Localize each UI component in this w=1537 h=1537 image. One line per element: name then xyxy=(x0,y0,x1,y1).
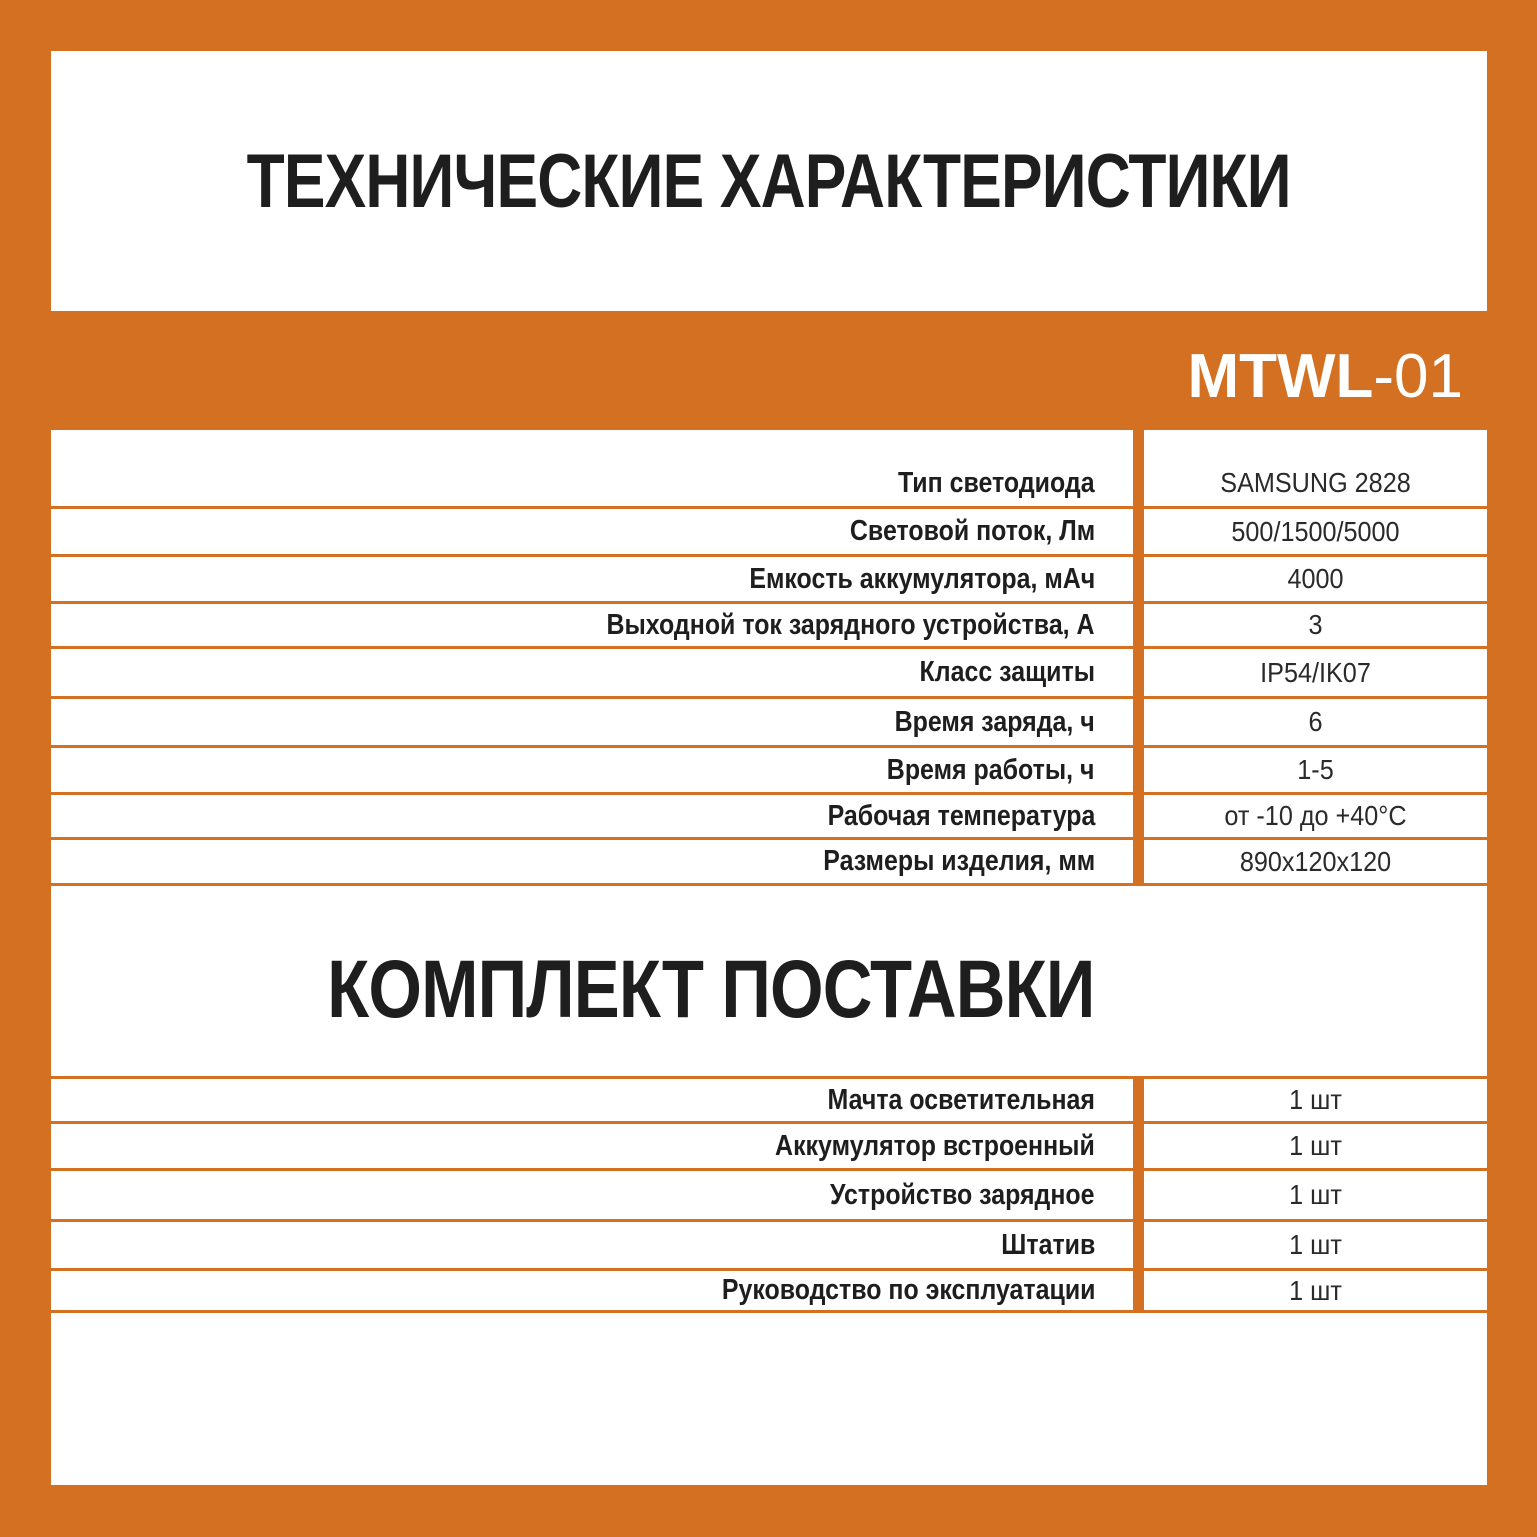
model-name-bold: MTWL xyxy=(1187,342,1374,411)
spec-value: 3 xyxy=(1308,609,1323,640)
spec-label: Время заряда, ч xyxy=(894,705,1095,738)
content-panel xyxy=(51,430,1487,1485)
spec-row xyxy=(51,649,1487,696)
spec-row xyxy=(51,748,1487,792)
package-item-quantity: 1 шт xyxy=(1289,1229,1342,1260)
package-item-label: Штатив xyxy=(1000,1228,1095,1261)
row-divider xyxy=(51,883,1487,886)
package-row xyxy=(51,1079,1487,1121)
spec-value: IP54/IK07 xyxy=(1260,656,1371,688)
package-item-label: Руководство по эксплуатации xyxy=(721,1274,1095,1306)
package-item-quantity: 1 шт xyxy=(1289,1179,1342,1210)
spec-row xyxy=(51,557,1487,601)
package-item-quantity: 1 шт xyxy=(1289,1130,1342,1161)
package-section-title: КОМПЛЕКТ ПОСТАВКИ xyxy=(327,944,1095,1035)
spec-row xyxy=(51,509,1487,554)
spec-value: 6 xyxy=(1308,706,1323,737)
spec-label: Емкость аккумулятора, мАч xyxy=(749,562,1095,595)
spec-value: 4000 xyxy=(1287,563,1344,594)
spec-label: Рабочая температура xyxy=(827,799,1095,832)
spec-row xyxy=(51,699,1487,745)
spec-label: Класс защиты xyxy=(919,656,1095,688)
spec-row xyxy=(51,604,1487,646)
row-divider xyxy=(51,1310,1487,1313)
spec-label: Тип светодиода xyxy=(898,466,1095,499)
spec-value: 890x120x120 xyxy=(1239,845,1392,877)
spec-label: Световой поток, Лм xyxy=(849,515,1095,547)
spec-value: 500/1500/5000 xyxy=(1231,515,1400,547)
package-row xyxy=(51,1271,1487,1310)
spec-value: от -10 до +40°C xyxy=(1224,800,1407,831)
spec-row xyxy=(51,460,1487,506)
spec-row xyxy=(51,840,1487,883)
spec-label: Время работы, ч xyxy=(887,753,1095,786)
package-item-label: Устройство зарядное xyxy=(830,1178,1095,1211)
package-row xyxy=(51,1171,1487,1219)
package-item-label: Мачта осветительная xyxy=(827,1083,1095,1116)
model-name-light: -01 xyxy=(1373,342,1463,411)
spec-value: SAMSUNG 2828 xyxy=(1220,467,1411,498)
model-name xyxy=(1187,338,1463,416)
package-row xyxy=(51,1124,1487,1168)
spec-label: Размеры изделия, мм xyxy=(823,845,1095,877)
package-row xyxy=(51,1222,1487,1268)
spec-label: Выходной ток зарядного устройства, А xyxy=(606,608,1095,641)
package-item-label: Аккумулятор встроенный xyxy=(775,1129,1095,1162)
header-panel xyxy=(51,51,1487,311)
package-item-quantity: 1 шт xyxy=(1289,1274,1342,1306)
spec-value: 1-5 xyxy=(1297,754,1334,785)
page-title: ТЕХНИЧЕСКИЕ ХАРАКТЕРИСТИКИ xyxy=(246,138,1292,224)
spec-row xyxy=(51,795,1487,837)
package-item-quantity: 1 шт xyxy=(1289,1084,1342,1115)
